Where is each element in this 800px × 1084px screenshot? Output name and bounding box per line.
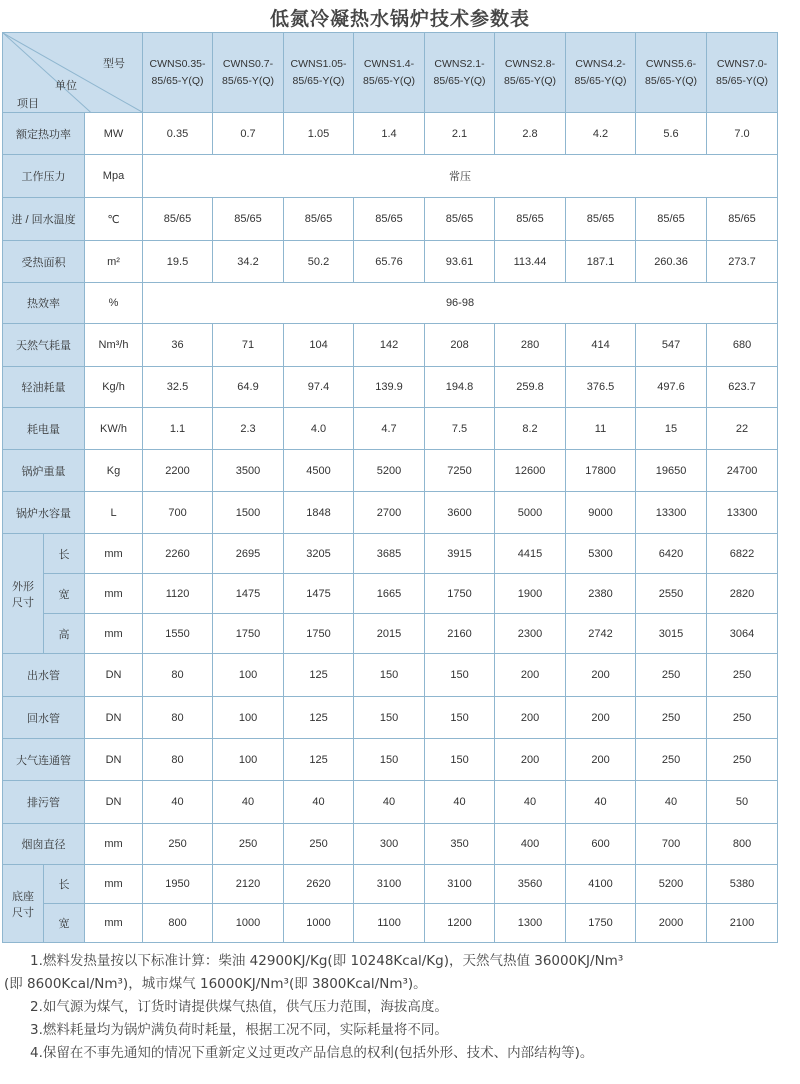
value-cell: 40 <box>284 781 354 824</box>
value-cell: 50 <box>707 781 778 824</box>
merged-value-cell: 常压 <box>143 155 778 198</box>
value-cell: 142 <box>354 324 425 367</box>
table-row <box>3 781 778 824</box>
value-cell: 700 <box>636 824 707 865</box>
header-row <box>3 33 778 113</box>
value-cell: 2695 <box>213 534 284 574</box>
value-cell: 250 <box>143 824 213 865</box>
value-cell: 5200 <box>354 450 425 492</box>
value-cell: 250 <box>707 739 778 781</box>
value-cell: 113.44 <box>495 241 566 283</box>
table-row <box>3 904 778 943</box>
value-cell: 6822 <box>707 534 778 574</box>
unit-cell: KW/h <box>85 408 143 450</box>
value-cell: 250 <box>213 824 284 865</box>
row-label: 烟囱直径 <box>3 824 85 865</box>
value-cell: 1950 <box>143 865 213 904</box>
value-cell: 85/65 <box>636 198 707 241</box>
value-cell: 40 <box>213 781 284 824</box>
value-cell: 2380 <box>566 574 636 614</box>
value-cell: 150 <box>354 697 425 739</box>
value-cell: 150 <box>354 739 425 781</box>
value-cell: 6420 <box>636 534 707 574</box>
value-cell: 2820 <box>707 574 778 614</box>
table-row <box>3 654 778 697</box>
value-cell: 1300 <box>495 904 566 943</box>
table-row <box>3 534 778 574</box>
group-label-line: 尺寸 <box>12 596 34 609</box>
model-header: CWNS2.8- 85/65-Y(Q) <box>495 33 566 113</box>
value-cell: 2742 <box>566 614 636 654</box>
unit-cell: Mpa <box>85 155 143 198</box>
group-label <box>3 534 44 654</box>
row-label: 热效率 <box>3 283 85 324</box>
row-label: 出水管 <box>3 654 85 697</box>
value-cell: 1900 <box>495 574 566 614</box>
unit-cell: ℃ <box>85 198 143 241</box>
value-cell: 3685 <box>354 534 425 574</box>
diagonal-header-cell <box>3 33 143 113</box>
value-cell: 260.36 <box>636 241 707 283</box>
value-cell: 1000 <box>284 904 354 943</box>
model-header: CWNS0.7- 85/65-Y(Q) <box>213 33 284 113</box>
value-cell: 1200 <box>425 904 495 943</box>
value-cell: 32.5 <box>143 367 213 408</box>
value-cell: 1550 <box>143 614 213 654</box>
group-label-line: 底座 <box>12 890 34 903</box>
note-3: 3.燃料耗量均为锅炉满负荷时耗量，根据工况不同，实际耗量将不同。 <box>30 1022 448 1038</box>
spec-table <box>2 32 778 943</box>
note-1b: (即 8600Kcal/Nm³)，城市煤气 16000KJ/Nm³(即 3800Kcal/Nm³)。 <box>4 976 427 992</box>
value-cell: 1750 <box>213 614 284 654</box>
unit-cell: mm <box>85 904 143 943</box>
value-cell: 259.8 <box>495 367 566 408</box>
value-cell: 1665 <box>354 574 425 614</box>
value-cell: 85/65 <box>425 198 495 241</box>
value-cell: 623.7 <box>707 367 778 408</box>
value-cell: 1750 <box>425 574 495 614</box>
model-header: CWNS7.0- 85/65-Y(Q) <box>707 33 778 113</box>
value-cell: 5200 <box>636 865 707 904</box>
unit-cell: mm <box>85 865 143 904</box>
value-cell: 4.7 <box>354 408 425 450</box>
value-cell: 200 <box>495 697 566 739</box>
value-cell: 3100 <box>354 865 425 904</box>
value-cell: 22 <box>707 408 778 450</box>
row-label: 进 / 回水温度 <box>3 198 85 241</box>
value-cell: 1000 <box>213 904 284 943</box>
value-cell: 150 <box>354 654 425 697</box>
merged-value-cell: 96-98 <box>143 283 778 324</box>
value-cell: 9000 <box>566 492 636 534</box>
row-label: 锅炉水容量 <box>3 492 85 534</box>
value-cell: 85/65 <box>495 198 566 241</box>
value-cell: 24700 <box>707 450 778 492</box>
value-cell: 1500 <box>213 492 284 534</box>
value-cell: 194.8 <box>425 367 495 408</box>
value-cell: 100 <box>213 654 284 697</box>
value-cell: 414 <box>566 324 636 367</box>
value-cell: 800 <box>143 904 213 943</box>
row-label: 工作压力 <box>3 155 85 198</box>
value-cell: 13300 <box>636 492 707 534</box>
row-label: 耗电量 <box>3 408 85 450</box>
model-header: CWNS1.05- 85/65-Y(Q) <box>284 33 354 113</box>
value-cell: 65.76 <box>354 241 425 283</box>
value-cell: 100 <box>213 697 284 739</box>
group-label-line: 外形 <box>12 580 34 593</box>
value-cell: 250 <box>707 697 778 739</box>
value-cell: 40 <box>143 781 213 824</box>
table-row <box>3 574 778 614</box>
table-row <box>3 865 778 904</box>
table-row <box>3 113 778 155</box>
value-cell: 85/65 <box>143 198 213 241</box>
table-row <box>3 824 778 865</box>
value-cell: 64.9 <box>213 367 284 408</box>
value-cell: 2300 <box>495 614 566 654</box>
row-label: 受热面积 <box>3 241 85 283</box>
value-cell: 85/65 <box>566 198 636 241</box>
table-row <box>3 155 778 198</box>
value-cell: 150 <box>425 654 495 697</box>
value-cell: 680 <box>707 324 778 367</box>
value-cell: 200 <box>566 697 636 739</box>
value-cell: 200 <box>495 654 566 697</box>
value-cell: 125 <box>284 697 354 739</box>
value-cell: 85/65 <box>213 198 284 241</box>
table-row <box>3 198 778 241</box>
value-cell: 104 <box>284 324 354 367</box>
value-cell: 19.5 <box>143 241 213 283</box>
table-row <box>3 492 778 534</box>
unit-cell: % <box>85 283 143 324</box>
value-cell: 3915 <box>425 534 495 574</box>
value-cell: 139.9 <box>354 367 425 408</box>
model-header: CWNS1.4- 85/65-Y(Q) <box>354 33 425 113</box>
row-label: 锅炉重量 <box>3 450 85 492</box>
table-row <box>3 697 778 739</box>
value-cell: 36 <box>143 324 213 367</box>
unit-cell: DN <box>85 781 143 824</box>
value-cell: 7.0 <box>707 113 778 155</box>
value-cell: 400 <box>495 824 566 865</box>
row-label: 大气连通管 <box>3 739 85 781</box>
value-cell: 13300 <box>707 492 778 534</box>
value-cell: 2120 <box>213 865 284 904</box>
value-cell: 2620 <box>284 865 354 904</box>
value-cell: 5.6 <box>636 113 707 155</box>
value-cell: 280 <box>495 324 566 367</box>
value-cell: 200 <box>566 739 636 781</box>
value-cell: 2550 <box>636 574 707 614</box>
note-1a: 1.燃料发热量按以下标准计算：柴油 42900KJ/Kg(即 10248Kcal/Kg)，天然气热值 36000KJ/Nm³ <box>30 953 624 969</box>
value-cell: 1.05 <box>284 113 354 155</box>
group-label <box>3 865 44 943</box>
value-cell: 3500 <box>213 450 284 492</box>
value-cell: 4100 <box>566 865 636 904</box>
value-cell: 2.1 <box>425 113 495 155</box>
table-row <box>3 408 778 450</box>
value-cell: 2100 <box>707 904 778 943</box>
value-cell: 40 <box>566 781 636 824</box>
unit-cell: DN <box>85 697 143 739</box>
value-cell: 200 <box>495 739 566 781</box>
value-cell: 97.4 <box>284 367 354 408</box>
value-cell: 11 <box>566 408 636 450</box>
value-cell: 80 <box>143 654 213 697</box>
value-cell: 1120 <box>143 574 213 614</box>
value-cell: 2000 <box>636 904 707 943</box>
value-cell: 3015 <box>636 614 707 654</box>
table-row <box>3 614 778 654</box>
unit-cell: Kg <box>85 450 143 492</box>
value-cell: 85/65 <box>354 198 425 241</box>
value-cell: 3064 <box>707 614 778 654</box>
value-cell: 0.35 <box>143 113 213 155</box>
value-cell: 3100 <box>425 865 495 904</box>
group-label-line: 尺寸 <box>12 906 34 919</box>
value-cell: 0.7 <box>213 113 284 155</box>
page-title: 低氮冷凝热水锅炉技术参数表 <box>269 9 530 30</box>
value-cell: 300 <box>354 824 425 865</box>
value-cell: 3600 <box>425 492 495 534</box>
value-cell: 19650 <box>636 450 707 492</box>
value-cell: 208 <box>425 324 495 367</box>
value-cell: 1848 <box>284 492 354 534</box>
row-label: 额定热功率 <box>3 113 85 155</box>
unit-cell: MW <box>85 113 143 155</box>
value-cell: 250 <box>636 739 707 781</box>
value-cell: 250 <box>636 654 707 697</box>
table-row <box>3 283 778 324</box>
value-cell: 3205 <box>284 534 354 574</box>
sub-label: 宽 <box>44 904 85 943</box>
value-cell: 2.3 <box>213 408 284 450</box>
value-cell: 80 <box>143 697 213 739</box>
unit-cell: mm <box>85 614 143 654</box>
value-cell: 85/65 <box>707 198 778 241</box>
value-cell: 40 <box>495 781 566 824</box>
value-cell: 7.5 <box>425 408 495 450</box>
model-header: CWNS4.2- 85/65-Y(Q) <box>566 33 636 113</box>
model-header: CWNS0.35- 85/65-Y(Q) <box>143 33 213 113</box>
value-cell: 1100 <box>354 904 425 943</box>
value-cell: 150 <box>425 697 495 739</box>
table-row <box>3 324 778 367</box>
value-cell: 376.5 <box>566 367 636 408</box>
value-cell: 700 <box>143 492 213 534</box>
value-cell: 5000 <box>495 492 566 534</box>
value-cell: 1475 <box>213 574 284 614</box>
value-cell: 125 <box>284 654 354 697</box>
row-label: 回水管 <box>3 697 85 739</box>
value-cell: 1750 <box>566 904 636 943</box>
sub-label: 宽 <box>44 574 85 614</box>
value-cell: 125 <box>284 739 354 781</box>
value-cell: 93.61 <box>425 241 495 283</box>
value-cell: 80 <box>143 739 213 781</box>
value-cell: 600 <box>566 824 636 865</box>
item-label: 项目 <box>17 98 39 110</box>
value-cell: 497.6 <box>636 367 707 408</box>
value-cell: 50.2 <box>284 241 354 283</box>
value-cell: 40 <box>425 781 495 824</box>
row-label: 排污管 <box>3 781 85 824</box>
value-cell: 8.2 <box>495 408 566 450</box>
value-cell: 40 <box>636 781 707 824</box>
value-cell: 7250 <box>425 450 495 492</box>
value-cell: 2260 <box>143 534 213 574</box>
row-label: 轻油耗量 <box>3 367 85 408</box>
sub-label: 长 <box>44 865 85 904</box>
value-cell: 1750 <box>284 614 354 654</box>
value-cell: 5380 <box>707 865 778 904</box>
value-cell: 250 <box>636 697 707 739</box>
value-cell: 85/65 <box>284 198 354 241</box>
note-2: 2.如气源为煤气，订货时请提供煤气热值，供气压力范围，海拔高度。 <box>30 999 448 1015</box>
note-4: 4.保留在不事先通知的情况下重新定义过更改产品信息的权利(包括外形、技术、内部结构等)。 <box>30 1045 594 1061</box>
notes <box>0 950 800 1065</box>
value-cell: 800 <box>707 824 778 865</box>
value-cell: 17800 <box>566 450 636 492</box>
value-cell: 4415 <box>495 534 566 574</box>
unit-cell: m² <box>85 241 143 283</box>
table-row <box>3 739 778 781</box>
value-cell: 40 <box>354 781 425 824</box>
value-cell: 273.7 <box>707 241 778 283</box>
model-header: CWNS2.1- 85/65-Y(Q) <box>425 33 495 113</box>
value-cell: 200 <box>566 654 636 697</box>
value-cell: 350 <box>425 824 495 865</box>
model-header: CWNS5.6- 85/65-Y(Q) <box>636 33 707 113</box>
value-cell: 150 <box>425 739 495 781</box>
value-cell: 1.4 <box>354 113 425 155</box>
unit-cell: Kg/h <box>85 367 143 408</box>
value-cell: 34.2 <box>213 241 284 283</box>
value-cell: 2200 <box>143 450 213 492</box>
value-cell: 1475 <box>284 574 354 614</box>
value-cell: 547 <box>636 324 707 367</box>
model-label: 型号 <box>103 58 125 70</box>
sub-label: 高 <box>44 614 85 654</box>
value-cell: 250 <box>707 654 778 697</box>
unit-cell: L <box>85 492 143 534</box>
value-cell: 71 <box>213 324 284 367</box>
value-cell: 100 <box>213 739 284 781</box>
value-cell: 4.2 <box>566 113 636 155</box>
value-cell: 12600 <box>495 450 566 492</box>
sub-label: 长 <box>44 534 85 574</box>
value-cell: 250 <box>284 824 354 865</box>
value-cell: 2015 <box>354 614 425 654</box>
table-row <box>3 367 778 408</box>
table-row <box>3 450 778 492</box>
value-cell: 2160 <box>425 614 495 654</box>
value-cell: 2.8 <box>495 113 566 155</box>
value-cell: 3560 <box>495 865 566 904</box>
unit-cell: mm <box>85 574 143 614</box>
value-cell: 15 <box>636 408 707 450</box>
value-cell: 4.0 <box>284 408 354 450</box>
value-cell: 1.1 <box>143 408 213 450</box>
unit-cell: mm <box>85 534 143 574</box>
value-cell: 187.1 <box>566 241 636 283</box>
unit-cell: Nm³/h <box>85 324 143 367</box>
value-cell: 4500 <box>284 450 354 492</box>
unit-label: 单位 <box>55 80 77 92</box>
value-cell: 5300 <box>566 534 636 574</box>
value-cell: 2700 <box>354 492 425 534</box>
unit-cell: mm <box>85 824 143 865</box>
table-row <box>3 241 778 283</box>
row-label: 天然气耗量 <box>3 324 85 367</box>
unit-cell: DN <box>85 654 143 697</box>
unit-cell: DN <box>85 739 143 781</box>
